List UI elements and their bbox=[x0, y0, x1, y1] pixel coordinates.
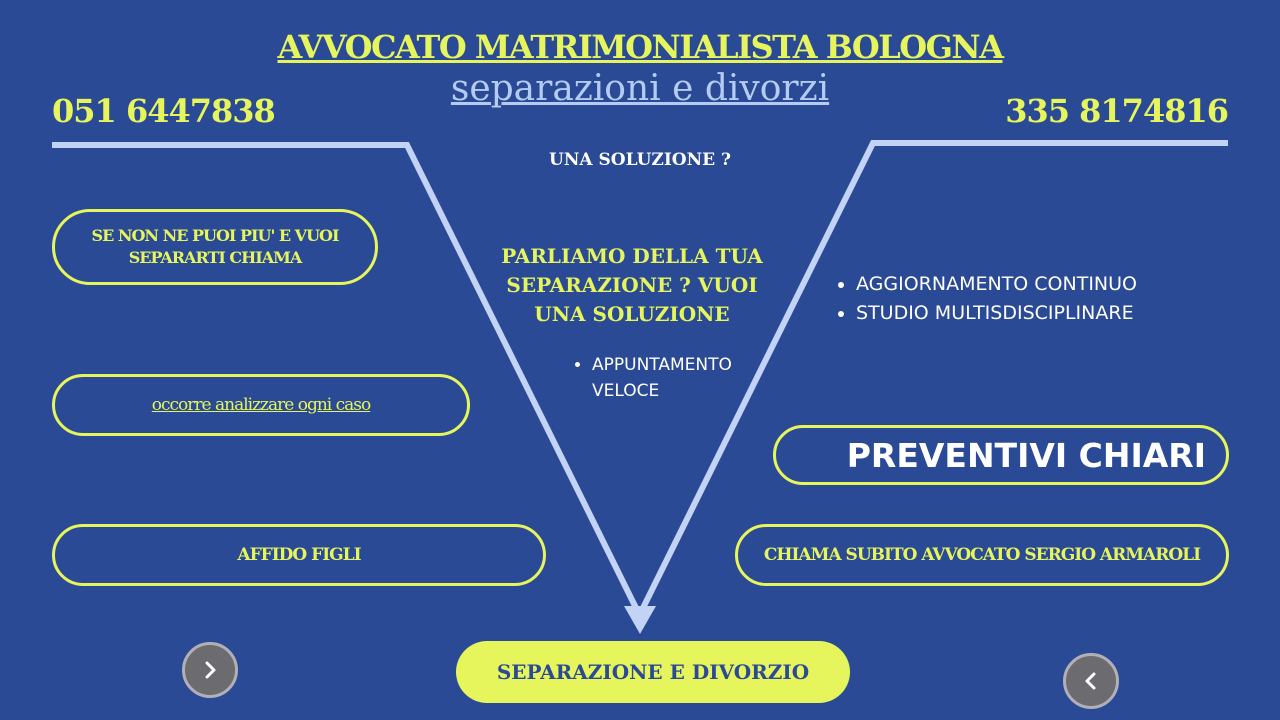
separarti-line: SE NON NE PUOI PIU' E VUOI bbox=[91, 226, 339, 245]
chevron-right-icon bbox=[198, 658, 222, 682]
separazione-divorzio-button[interactable]: SEPARAZIONE E DIVORZIO bbox=[456, 641, 850, 703]
page-title: AVVOCATO MATRIMONIALISTA BOLOGNA bbox=[277, 28, 1003, 66]
separarti-pill[interactable] bbox=[52, 209, 378, 285]
funnel-bullet-line: VELOCE bbox=[592, 381, 660, 401]
funnel-text-line: UNA SOLUZIONE bbox=[534, 302, 730, 326]
funnel-text-line: SEPARAZIONE ? VUOI bbox=[506, 273, 758, 297]
phone-left: 051 6447838 bbox=[52, 92, 275, 130]
funnel-question: UNA SOLUZIONE ? bbox=[549, 150, 731, 170]
prev-button[interactable] bbox=[1063, 653, 1119, 709]
separarti-line: SEPARARTI CHIAMA bbox=[128, 248, 302, 267]
phone-right: 335 8174816 bbox=[1005, 92, 1228, 130]
chiama-avvocato-pill[interactable]: CHIAMA SUBITO AVVOCATO SERGIO ARMAROLI bbox=[735, 524, 1229, 586]
funnel-bullet-list bbox=[574, 352, 792, 404]
next-button[interactable] bbox=[182, 642, 238, 698]
funnel-arrowhead bbox=[624, 606, 656, 634]
right-bullet-list bbox=[838, 270, 1256, 328]
chevron-left-icon bbox=[1079, 669, 1103, 693]
affido-figli-pill[interactable]: AFFIDO FIGLI bbox=[52, 524, 546, 586]
right-bullet-item: • AGGIORNAMENTO CONTINUO bbox=[856, 270, 1256, 299]
page-subtitle[interactable]: separazioni e divorzi bbox=[450, 68, 830, 109]
right-bullet-item: • STUDIO MULTISDISCIPLINARE bbox=[856, 299, 1256, 328]
analizzare-link-pill[interactable]: occorre analizzare ogni caso bbox=[52, 374, 470, 436]
funnel-text-line: PARLIAMO DELLA TUA bbox=[501, 244, 763, 268]
funnel-bullet-item bbox=[592, 352, 792, 404]
funnel-text bbox=[488, 242, 776, 329]
preventivi-pill[interactable]: PREVENTIVI CHIARI bbox=[773, 425, 1229, 485]
funnel-bullet-line: APPUNTAMENTO bbox=[592, 355, 732, 375]
